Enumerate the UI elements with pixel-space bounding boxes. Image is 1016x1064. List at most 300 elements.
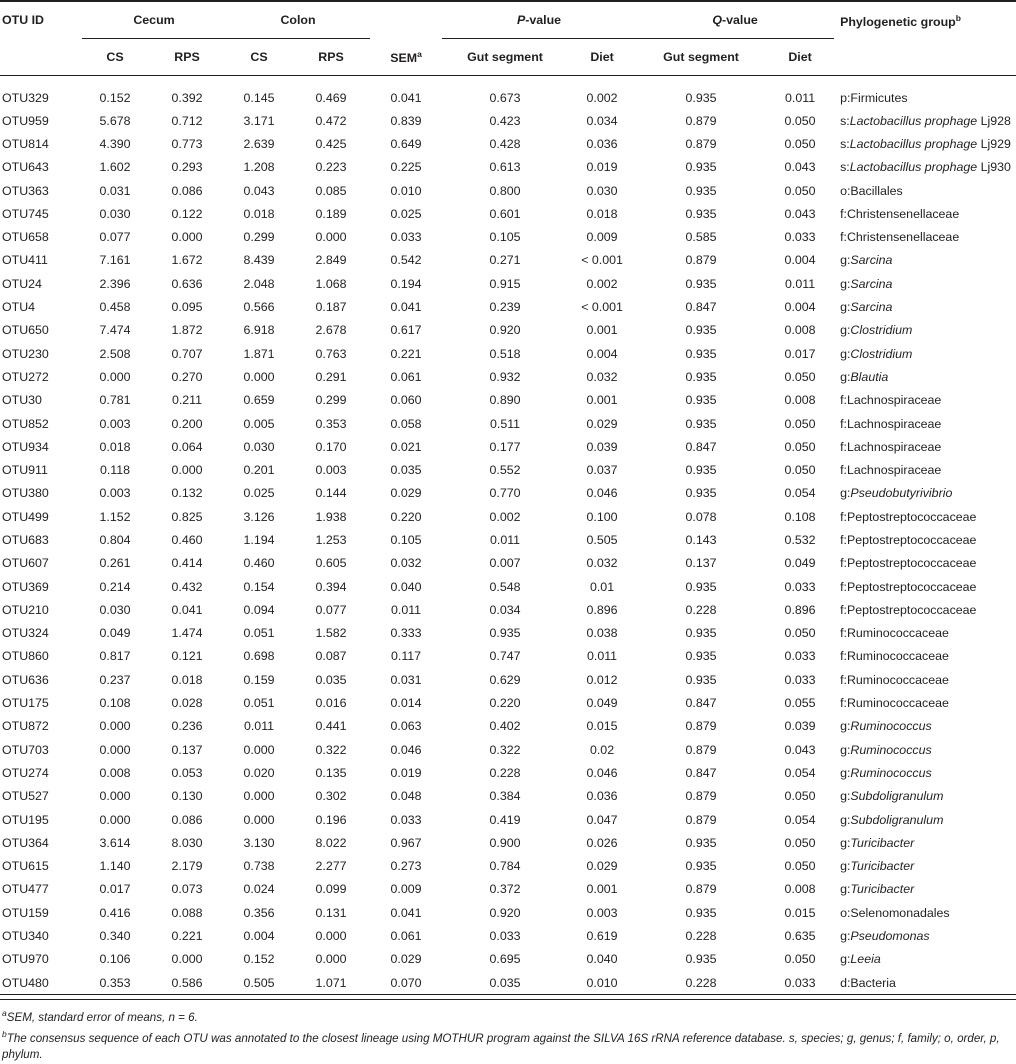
cell-cecum-rps: 0.064 [171, 439, 203, 454]
cell-p-gut-segment: 0.007 [489, 556, 521, 571]
cell-cecum-rps: 0.137 [171, 742, 203, 757]
cell-otu-id: OTU814 [2, 136, 49, 151]
cell-phylogenetic-group: s:Lactobacillus prophage Lj930 [840, 160, 1011, 175]
cell-phylogenetic-group: p:Firmicutes [840, 90, 908, 105]
cell-colon-rps: 2.277 [315, 859, 347, 874]
cell-colon-rps: 0.000 [315, 929, 347, 944]
cell-q-gut-segment: 0.935 [685, 160, 717, 175]
cell-p-gut-segment: 0.428 [489, 136, 521, 151]
cell-sem: 0.048 [390, 789, 422, 804]
cell-p-gut-segment: 0.271 [489, 253, 521, 268]
cell-p-diet: 0.012 [586, 672, 618, 687]
cell-p-gut-segment: 0.402 [489, 719, 521, 734]
cell-p-gut-segment: 0.673 [489, 90, 521, 105]
table-row [0, 482, 1016, 505]
cell-sem: 0.019 [390, 765, 422, 780]
cell-cecum-cs: 0.118 [99, 463, 131, 478]
cell-p-diet: 0.015 [586, 719, 618, 734]
cell-cecum-rps: 0.586 [171, 975, 203, 990]
cell-colon-cs: 3.171 [243, 113, 275, 128]
cell-phylogenetic-group: g:Subdoligranulum [840, 789, 944, 804]
footnote-b: $^b$The consensus sequence of each OTU was annotated to the closest lineage using MOTHUR program against the SILVA 16S rRNA reference database. s, species; g, genus; f, family; o, order, p, phylum. [2, 1029, 1000, 1061]
cell-q-diet: 0.054 [784, 812, 816, 827]
cell-otu-id: OTU970 [2, 952, 49, 967]
cell-p-diet: 0.009 [586, 230, 618, 245]
cell-q-diet: 0.050 [784, 439, 816, 454]
cell-cecum-cs: 0.804 [99, 532, 131, 547]
cell-sem: 0.033 [390, 812, 422, 827]
cell-colon-rps: 0.605 [315, 556, 347, 571]
cell-sem: 0.221 [390, 346, 422, 361]
table-row [0, 528, 1016, 551]
cell-p-gut-segment: 0.423 [489, 113, 521, 128]
cell-otu-id: OTU703 [2, 742, 49, 757]
cell-sem: 0.839 [390, 113, 422, 128]
cell-cecum-cs: 4.390 [99, 136, 131, 151]
cell-q-gut-segment: 0.935 [685, 649, 717, 664]
cell-p-diet: 0.019 [586, 160, 618, 175]
cell-cecum-rps: 0.121 [171, 649, 203, 664]
cell-p-diet: 0.030 [586, 183, 618, 198]
cell-colon-cs: 0.018 [243, 206, 275, 221]
table-row [0, 132, 1016, 155]
cell-colon-cs: 0.299 [243, 230, 275, 245]
cell-colon-cs: 0.024 [243, 882, 275, 897]
cell-p-diet: 0.001 [586, 323, 618, 338]
cell-colon-rps: 0.000 [315, 952, 347, 967]
cell-colon-cs: 0.004 [243, 929, 275, 944]
cell-q-gut-segment: 0.935 [685, 90, 717, 105]
cell-otu-id: OTU477 [2, 882, 49, 897]
cell-colon-cs: 3.126 [243, 509, 275, 524]
cell-otu-id: OTU274 [2, 765, 49, 780]
cell-p-gut-segment: 0.613 [489, 160, 521, 175]
cell-otu-id: OTU30 [2, 393, 42, 408]
cell-otu-id: OTU175 [2, 696, 49, 711]
cell-colon-rps: 2.678 [315, 323, 347, 338]
cell-q-diet: 0.050 [784, 835, 816, 850]
cell-cecum-rps: 1.474 [171, 626, 203, 641]
cell-p-gut-segment: 0.920 [489, 905, 521, 920]
cell-phylogenetic-group: g:Leeia [840, 952, 881, 967]
cell-q-diet: 0.896 [784, 602, 816, 617]
cell-colon-cs: 0.356 [243, 905, 275, 920]
cell-phylogenetic-group: g:Blautia [840, 369, 889, 384]
cell-otu-id: OTU934 [2, 439, 49, 454]
cell-q-gut-segment: 0.935 [685, 626, 717, 641]
cell-q-diet: 0.049 [784, 556, 816, 571]
cell-colon-cs: 6.918 [243, 323, 275, 338]
cell-q-diet: 0.011 [785, 276, 816, 291]
cell-sem: 0.117 [390, 649, 422, 664]
cell-cecum-cs: 0.077 [99, 230, 131, 245]
header-colon-cs: CS [250, 50, 268, 64]
cell-p-diet: 0.619 [586, 929, 618, 944]
cell-sem: 0.058 [390, 416, 422, 431]
cell-otu-id: OTU499 [2, 509, 49, 524]
cell-cecum-cs: 0.003 [99, 486, 131, 501]
cell-p-gut-segment: 0.177 [489, 439, 521, 454]
cell-colon-cs: 0.094 [243, 602, 275, 617]
cell-colon-rps: 0.299 [315, 393, 347, 408]
cell-colon-cs: 1.208 [243, 160, 275, 175]
table-row [0, 76, 1016, 110]
cell-cecum-cs: 1.140 [99, 859, 131, 874]
footnote-rule [0, 999, 1016, 1000]
table-body [0, 76, 1016, 995]
cell-cecum-cs: 7.474 [99, 323, 131, 338]
cell-cecum-rps: 0.073 [171, 882, 203, 897]
cell-q-gut-segment: 0.935 [685, 323, 717, 338]
cell-colon-rps: 0.469 [315, 90, 347, 105]
table-row [0, 202, 1016, 225]
cell-colon-rps: 1.253 [315, 532, 347, 547]
cell-cecum-rps: 0.293 [171, 160, 203, 175]
cell-cecum-rps: 0.018 [171, 672, 203, 687]
cell-q-gut-segment: 0.935 [685, 952, 717, 967]
cell-cecum-rps: 2.179 [171, 859, 203, 874]
cell-otu-id: OTU411 [2, 253, 48, 268]
cell-otu-id: OTU329 [2, 90, 49, 105]
cell-p-gut-segment: 0.552 [489, 463, 521, 478]
cell-phylogenetic-group: g:Pseudobutyrivibrio [840, 486, 953, 501]
cell-cecum-rps: 0.712 [171, 113, 203, 128]
cell-q-diet: 0.108 [784, 509, 816, 524]
cell-otu-id: OTU615 [2, 859, 49, 874]
cell-p-diet: 0.039 [586, 439, 618, 454]
cell-cecum-cs: 0.000 [99, 369, 131, 384]
table-row [0, 924, 1016, 947]
table-row [0, 156, 1016, 179]
cell-cecum-rps: 0.460 [171, 532, 203, 547]
cell-colon-rps: 0.077 [315, 602, 347, 617]
cell-sem: 0.010 [390, 183, 422, 198]
cell-p-diet: 0.010 [586, 975, 618, 990]
cell-p-diet: 0.029 [586, 859, 618, 874]
cell-otu-id: OTU272 [2, 369, 49, 384]
cell-p-diet: 0.037 [586, 463, 618, 478]
cell-cecum-cs: 0.030 [99, 206, 131, 221]
cell-sem: 0.046 [390, 742, 422, 757]
table-row [0, 342, 1016, 365]
cell-q-diet: 0.050 [784, 789, 816, 804]
cell-cecum-rps: 0.236 [171, 719, 203, 734]
cell-sem: 0.032 [390, 556, 422, 571]
table-row [0, 552, 1016, 575]
cell-phylogenetic-group: s:Lactobacillus prophage Lj928 [840, 113, 1011, 128]
cell-q-diet: 0.033 [784, 579, 816, 594]
cell-phylogenetic-group: f:Christensenellaceae [840, 230, 960, 245]
cell-p-gut-segment: 0.228 [489, 765, 521, 780]
cell-cecum-rps: 0.053 [171, 765, 203, 780]
table-row [0, 831, 1016, 854]
cell-cecum-rps: 0.270 [171, 369, 203, 384]
cell-otu-id: OTU911 [2, 463, 48, 478]
cell-colon-cs: 8.439 [243, 253, 275, 268]
cell-cecum-cs: 0.008 [99, 765, 131, 780]
cell-cecum-cs: 0.018 [99, 439, 131, 454]
cell-phylogenetic-group: f:Peptostreptococcaceae [840, 509, 977, 524]
cell-otu-id: OTU683 [2, 532, 49, 547]
cell-colon-cs: 0.011 [243, 719, 275, 734]
cell-cecum-cs: 0.261 [99, 556, 131, 571]
cell-q-diet: 0.050 [784, 369, 816, 384]
cell-otu-id: OTU745 [2, 206, 49, 221]
cell-cecum-rps: 0.000 [171, 952, 203, 967]
cell-colon-rps: 0.394 [315, 579, 347, 594]
table-row [0, 808, 1016, 831]
cell-otu-id: OTU607 [2, 556, 49, 571]
cell-q-gut-segment: 0.935 [685, 672, 717, 687]
cell-otu-id: OTU872 [2, 719, 49, 734]
cell-cecum-rps: 0.000 [171, 230, 203, 245]
cell-cecum-cs: 0.030 [99, 602, 131, 617]
cell-p-gut-segment: 0.932 [489, 369, 521, 384]
cell-sem: 0.029 [390, 486, 422, 501]
cell-cecum-rps: 0.000 [171, 463, 203, 478]
cell-phylogenetic-group: g:Clostridium [840, 346, 913, 361]
cell-cecum-cs: 0.152 [99, 90, 131, 105]
cell-otu-id: OTU363 [2, 183, 49, 198]
cell-p-gut-segment: 0.629 [489, 672, 521, 687]
cell-cecum-rps: 0.211 [171, 393, 203, 408]
cell-phylogenetic-group: o:Bacillales [840, 183, 903, 198]
cell-colon-cs: 0.159 [243, 672, 275, 687]
header-sem: SEM$^a$ [390, 48, 422, 65]
table-row [0, 622, 1016, 645]
table-row [0, 971, 1016, 995]
cell-phylogenetic-group: f:Ruminococcaceae [840, 626, 949, 641]
table-row [0, 272, 1016, 295]
cell-otu-id: OTU380 [2, 486, 49, 501]
cell-colon-cs: 0.698 [243, 649, 275, 664]
cell-p-gut-segment: 0.890 [489, 393, 521, 408]
cell-phylogenetic-group: o:Selenomonadales [840, 905, 950, 920]
cell-colon-cs: 0.000 [243, 369, 275, 384]
cell-cecum-cs: 5.678 [99, 113, 131, 128]
cell-colon-rps: 0.322 [315, 742, 347, 757]
cell-sem: 0.035 [390, 463, 422, 478]
cell-q-diet: 0.011 [785, 90, 816, 105]
cell-otu-id: OTU643 [2, 160, 49, 175]
cell-p-diet: 0.002 [586, 90, 618, 105]
cell-cecum-cs: 0.000 [99, 719, 131, 734]
cell-cecum-cs: 0.003 [99, 416, 131, 431]
cell-phylogenetic-group: f:Peptostreptococcaceae [840, 579, 977, 594]
cell-p-diet: 0.004 [586, 346, 618, 361]
cell-sem: 0.041 [390, 90, 422, 105]
cell-sem: 0.273 [390, 859, 422, 874]
table-row [0, 249, 1016, 272]
cell-otu-id: OTU959 [2, 113, 49, 128]
cell-colon-cs: 3.130 [243, 835, 275, 850]
table-row [0, 948, 1016, 971]
cell-colon-cs: 0.005 [243, 416, 275, 431]
cell-q-diet: 0.004 [784, 300, 816, 315]
table-row [0, 319, 1016, 342]
cell-colon-rps: 0.085 [315, 183, 347, 198]
cell-p-diet: 0.046 [586, 765, 618, 780]
cell-phylogenetic-group: f:Lachnospiraceae [840, 439, 942, 454]
cell-sem: 0.061 [390, 929, 422, 944]
cell-p-diet: 0.100 [586, 509, 618, 524]
cell-colon-cs: 0.152 [243, 952, 275, 967]
cell-colon-rps: 0.135 [315, 765, 347, 780]
cell-q-diet: 0.635 [784, 929, 816, 944]
cell-q-diet: 0.008 [784, 393, 816, 408]
cell-colon-cs: 1.194 [243, 532, 275, 547]
cell-q-diet: 0.054 [784, 765, 816, 780]
cell-colon-cs: 0.201 [243, 463, 275, 478]
header-colon-rps: RPS [318, 50, 344, 64]
cell-q-gut-segment: 0.879 [685, 113, 717, 128]
cell-colon-rps: 0.441 [315, 719, 347, 734]
cell-cecum-cs: 0.817 [99, 649, 131, 664]
cell-colon-rps: 0.425 [315, 136, 347, 151]
cell-cecum-cs: 0.458 [99, 300, 131, 315]
cell-phylogenetic-group: d:Bacteria [840, 975, 896, 990]
cell-phylogenetic-group: s:Lactobacillus prophage Lj929 [840, 136, 1011, 151]
cell-q-gut-segment: 0.847 [685, 765, 717, 780]
cell-otu-id: OTU636 [2, 672, 49, 687]
cell-cecum-rps: 8.030 [171, 835, 203, 850]
table-row [0, 785, 1016, 808]
cell-otu-id: OTU159 [2, 905, 49, 920]
cell-p-gut-segment: 0.601 [489, 206, 521, 221]
header-p-diet: Diet [590, 50, 614, 64]
cell-colon-rps: 0.291 [315, 369, 347, 384]
table-row [0, 505, 1016, 528]
cell-p-gut-segment: 0.770 [489, 486, 521, 501]
cell-p-gut-segment: 0.518 [489, 346, 521, 361]
table-row [0, 575, 1016, 598]
cell-q-diet: 0.050 [784, 463, 816, 478]
cell-sem: 0.021 [390, 439, 422, 454]
cell-otu-id: OTU210 [2, 602, 49, 617]
cell-phylogenetic-group: g:Ruminococcus [840, 719, 932, 734]
cell-phylogenetic-group: f:Ruminococcaceae [840, 672, 949, 687]
cell-cecum-rps: 0.825 [171, 509, 203, 524]
table-row [0, 179, 1016, 202]
cell-phylogenetic-group: f:Ruminococcaceae [840, 649, 949, 664]
cell-q-diet: 0.050 [784, 183, 816, 198]
cell-p-diet: 0.036 [586, 136, 618, 151]
cell-p-diet: 0.032 [586, 369, 618, 384]
cell-p-gut-segment: 0.920 [489, 323, 521, 338]
cell-phylogenetic-group: g:Pseudomonas [840, 929, 930, 944]
cell-phylogenetic-group: f:Lachnospiraceae [840, 463, 942, 478]
cell-q-gut-segment: 0.228 [685, 929, 717, 944]
table-row [0, 295, 1016, 318]
cell-p-diet: 0.026 [586, 835, 618, 850]
cell-otu-id: OTU860 [2, 649, 49, 664]
table-row [0, 738, 1016, 761]
cell-cecum-rps: 0.088 [171, 905, 203, 920]
cell-sem: 0.061 [390, 369, 422, 384]
cell-q-gut-segment: 0.143 [685, 532, 717, 547]
table-row [0, 458, 1016, 481]
cell-cecum-rps: 1.872 [171, 323, 203, 338]
cell-cecum-cs: 0.214 [99, 579, 131, 594]
cell-phylogenetic-group: g:Ruminococcus [840, 742, 932, 757]
cell-q-diet: 0.050 [784, 113, 816, 128]
cell-phylogenetic-group: g:Sarcina [840, 276, 893, 291]
cell-otu-id: OTU369 [2, 579, 49, 594]
cell-p-gut-segment: 0.239 [489, 300, 521, 315]
cell-p-diet: 0.01 [589, 579, 615, 594]
cell-colon-cs: 2.048 [243, 276, 275, 291]
cell-p-gut-segment: 0.002 [489, 509, 521, 524]
cell-colon-cs: 0.738 [243, 859, 275, 874]
cell-q-gut-segment: 0.228 [685, 602, 717, 617]
cell-q-diet: 0.033 [784, 230, 816, 245]
cell-cecum-rps: 0.086 [171, 812, 203, 827]
cell-p-diet: 0.038 [586, 626, 618, 641]
cell-q-gut-segment: 0.935 [685, 183, 717, 198]
cell-sem: 0.617 [390, 323, 422, 338]
header-cecum: Cecum [82, 1, 226, 39]
cell-colon-cs: 0.051 [243, 626, 275, 641]
cell-q-gut-segment: 0.935 [685, 416, 717, 431]
cell-cecum-rps: 0.086 [171, 183, 203, 198]
table-row [0, 761, 1016, 784]
cell-cecum-rps: 0.432 [171, 579, 203, 594]
cell-otu-id: OTU650 [2, 323, 49, 338]
cell-colon-cs: 0.145 [243, 90, 275, 105]
cell-q-gut-segment: 0.879 [685, 136, 717, 151]
cell-sem: 0.967 [390, 835, 422, 850]
cell-p-diet: 0.046 [586, 486, 618, 501]
cell-cecum-rps: 0.200 [171, 416, 203, 431]
cell-cecum-rps: 0.132 [171, 486, 203, 501]
cell-q-gut-segment: 0.935 [685, 859, 717, 874]
header-cecum-cs: CS [106, 50, 124, 64]
cell-p-diet: 0.036 [586, 789, 618, 804]
cell-colon-cs: 0.043 [243, 183, 275, 198]
cell-colon-rps: 1.582 [315, 626, 347, 641]
cell-q-gut-segment: 0.879 [685, 742, 717, 757]
cell-colon-rps: 0.187 [315, 300, 347, 315]
cell-cecum-rps: 0.707 [171, 346, 203, 361]
cell-cecum-cs: 0.000 [99, 742, 131, 757]
cell-p-diet: 0.040 [586, 952, 618, 967]
cell-q-gut-segment: 0.879 [685, 812, 717, 827]
cell-q-gut-segment: 0.935 [685, 905, 717, 920]
cell-colon-rps: 0.302 [315, 789, 347, 804]
cell-cecum-cs: 0.106 [99, 952, 131, 967]
cell-cecum-rps: 0.095 [171, 300, 203, 315]
table-row [0, 855, 1016, 878]
cell-q-gut-segment: 0.879 [685, 882, 717, 897]
cell-colon-rps: 0.472 [315, 113, 347, 128]
cell-cecum-rps: 0.414 [171, 556, 203, 571]
cell-phylogenetic-group: g:Sarcina [840, 300, 893, 315]
cell-q-diet: 0.043 [784, 206, 816, 221]
cell-otu-id: OTU24 [2, 276, 42, 291]
cell-sem: 0.649 [390, 136, 422, 151]
cell-colon-cs: 0.025 [243, 486, 275, 501]
cell-colon-rps: 0.170 [315, 439, 347, 454]
cell-q-gut-segment: 0.847 [685, 300, 717, 315]
cell-otu-id: OTU195 [2, 812, 49, 827]
cell-p-gut-segment: 0.747 [489, 649, 521, 664]
cell-q-gut-segment: 0.228 [685, 975, 717, 990]
cell-sem: 0.220 [390, 509, 422, 524]
cell-p-gut-segment: 0.033 [489, 929, 521, 944]
cell-cecum-cs: 7.161 [99, 253, 131, 268]
cell-cecum-cs: 0.781 [99, 393, 131, 408]
cell-p-diet: 0.029 [586, 416, 618, 431]
